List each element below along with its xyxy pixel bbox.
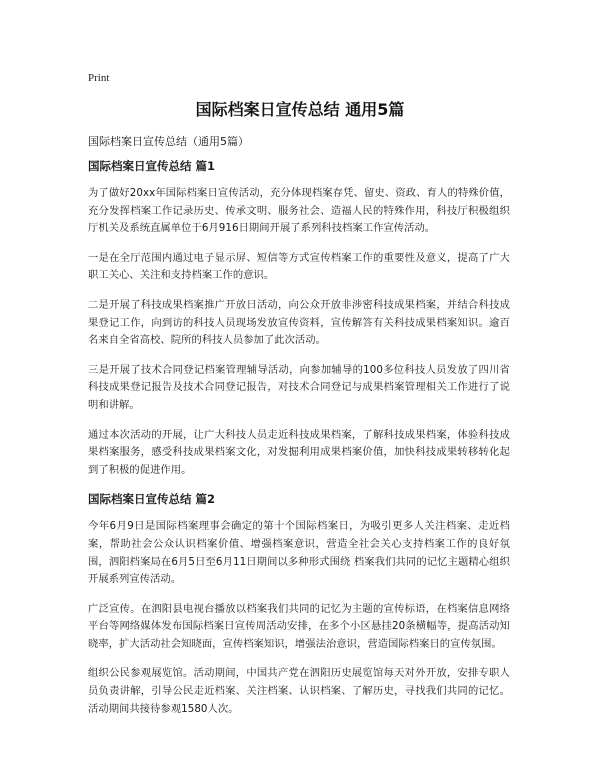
- paragraph: 为了做好20xx年国际档案日宣传活动，充分体现档案存凭、留史、资政、育人的特殊价值，充分发挥档案工作记录历史、传承文明、服务社会、造福人民的特殊作用，科技厅积极组织厅机关及系统直属单位于6月916日期间开展了系列科技档案工作宣传活动。: [88, 187, 510, 235]
- section-heading-2: 国际档案日宣传总结 篇2: [88, 492, 216, 507]
- paragraph: 三是开展了技术合同登记档案管理辅导活动，向参加辅导的100多位科技人员发放了四川省科技成果登记报告及技术合同登记报告，对技术合同登记与成果档案管理相关工作进行了说明和讲解。: [88, 363, 510, 411]
- paragraph: 今年6月9日是国际档案理事会确定的第十个国际档案日，为吸引更多人关注档案、走近档案，帮助社会公众认识档案价值、增强档案意识，营造全社会关心支持档案工作的良好氛围，泗阳档案局在6月5日至6月11日期间以多种形式围绕 档案我们共同的记忆主题精心组织开展系列宣传活动。: [88, 520, 510, 586]
- page-title: 国际档案日宣传总结 通用5篇: [195, 100, 405, 119]
- paragraph: 通过本次活动的开展，让广大科技人员走近科技成果档案，了解科技成果档案，体验科技成果档案服务，感受科技成果档案文化，对发掘利用成果档案价值，加快科技成果转移转化起到了积极的促进作用。: [88, 428, 510, 476]
- section-heading-1: 国际档案日宣传总结 篇1: [88, 159, 216, 173]
- paragraph: 一是在全厅范围内通过电子显示屏、短信等方式宣传档案工作的重要性及意义，提高了广大职工关心、关注和支持档案工作的意识。: [88, 251, 510, 282]
- document-body: [88, 158, 510, 730]
- paragraph: 组织公民参观展览馆。活动期间，中国共产党在泗阳历史展览馆每天对外开放，安排专职人员负责讲解，引导公民走近档案、关注档案、认识档案、了解历史，寻找我们共同的记忆。活动期间共接待参观1580人次。: [88, 667, 510, 715]
- paragraph: 二是开展了科技成果档案推广开放日活动，向公众开放非涉密科技成果档案，并结合科技成果登记工作，向到访的科技人员现场发放宣传资料，宣传解答有关科技成果档案知识。逾百名来自全省高校、院所的科技人员参加了此次活动。: [88, 298, 510, 347]
- paragraph: 广泛宣传。在泗阳县电视台播放以档案我们共同的记忆为主题的宣传标语，在档案信息网络平台等网络媒体发布国际档案日宣传周活动安排，在多个小区悬挂20条横幅等，提高活动知晓率，扩大活动社会知晓面，宣传档案知识，增强法治意识，营造国际档案日的宣传氛围。: [88, 602, 510, 650]
- document-subtitle: 国际档案日宣传总结（通用5篇）: [88, 135, 249, 148]
- print-label: Print: [88, 72, 110, 84]
